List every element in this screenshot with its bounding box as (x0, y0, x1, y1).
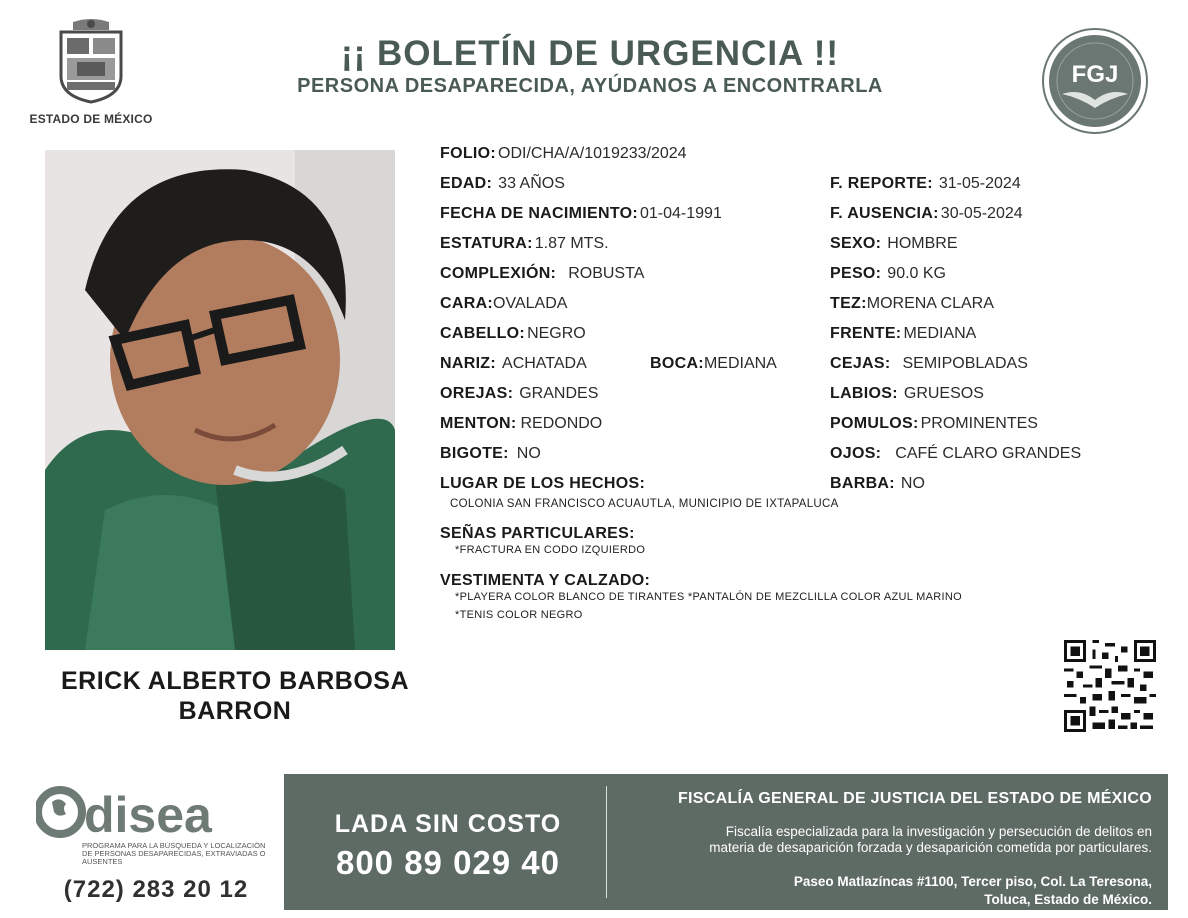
bigote-value: NO (516, 445, 541, 462)
field-cara (440, 295, 567, 313)
cejas-label: CEJAS: (830, 355, 891, 372)
estatura-label: ESTATURA: (440, 235, 533, 252)
odisea-logo (36, 786, 276, 868)
field-frente (830, 325, 976, 343)
address-line2: Toluca, Estado de México. (984, 892, 1152, 907)
cara-value: OVALADA (493, 295, 568, 312)
field-boca (650, 355, 777, 373)
person-name (30, 666, 440, 726)
fecha-nacimiento-value: 01-04-1991 (640, 205, 722, 222)
estatura-value: 1.87 MTS. (534, 235, 609, 252)
field-orejas (440, 385, 598, 403)
field-f-ausencia (830, 205, 1023, 223)
field-folio (440, 145, 687, 163)
vestimenta-label: VESTIMENTA Y CALZADO: (440, 572, 651, 589)
menton-value: REDONDO (520, 415, 603, 432)
complexion-value: ROBUSTA (568, 265, 645, 282)
field-edad (440, 175, 565, 193)
f-reporte-value: 31-05-2024 (938, 175, 1021, 192)
bulletin-subtitle: PERSONA DESAPARECIDA, AYÚDANOS A ENCONTRARLA (297, 75, 883, 97)
fgj-description (600, 824, 1152, 856)
field-menton (440, 415, 602, 433)
f-ausencia-value: 30-05-2024 (940, 205, 1023, 222)
peso-label: PESO: (830, 265, 882, 282)
bulletin-title: ¡¡ BOLETÍN DE URGENCIA !! (340, 34, 840, 73)
lugar-label: LUGAR DE LOS HECHOS: (440, 475, 646, 492)
complexion-label: COMPLEXIÓN: (440, 265, 557, 282)
estado-de-mexico-logo (26, 18, 156, 126)
lugar-value: COLONIA SAN FRANCISCO ACUAUTLA, MUNICIPIO DE IXTAPALUCA (450, 498, 839, 510)
address-line1: Paseo Matlazíncas #1100, Tercer piso, Col. La Teresona, (793, 874, 1152, 889)
state-label: ESTADO DE MÉXICO (29, 112, 153, 126)
field-nariz (440, 355, 587, 373)
frente-label: FRENTE: (830, 325, 902, 342)
barba-label: BARBA: (830, 475, 895, 492)
f-ausencia-label: F. AUSENCIA: (830, 205, 939, 222)
boca-value: MEDIANA (703, 355, 777, 372)
vestimenta-line2: *TENIS COLOR NEGRO (455, 609, 583, 621)
field-labios (830, 385, 984, 403)
field-tez (830, 295, 994, 313)
sexo-value: HOMBRE (887, 235, 958, 252)
labios-value: GRUESOS (903, 385, 984, 402)
senas-label: SEÑAS PARTICULARES: (440, 525, 635, 542)
field-complexion (440, 265, 644, 283)
orejas-value: GRANDES (519, 385, 599, 402)
fgj-desc-line1: Fiscalía especializada para la investigación y persecución de delitos en (725, 824, 1152, 839)
cara-label: CARA: (440, 295, 494, 312)
cejas-value: SEMIPOBLADAS (902, 355, 1028, 372)
nariz-label: NARIZ: (440, 355, 497, 372)
tez-label: TEZ: (830, 295, 867, 312)
person-name-line1: ERICK ALBERTO BARBOSA (60, 667, 409, 695)
ojos-label: OJOS: (830, 445, 882, 462)
folio-label: FOLIO: (440, 145, 497, 162)
ojos-value: CAFÉ CLARO GRANDES (895, 445, 1082, 462)
lada-label: LADA SIN COSTO (334, 810, 562, 838)
field-sexo (830, 235, 958, 253)
field-f-reporte (830, 175, 1021, 193)
labios-label: LABIOS: (830, 385, 898, 402)
field-barba (830, 475, 925, 493)
f-reporte-label: F. REPORTE: (830, 175, 933, 192)
vestimenta-line1: *PLAYERA COLOR BLANCO DE TIRANTES *PANTALÓN DE MEZCLILLA COLOR AZUL MARINO (455, 591, 962, 603)
coat-of-arms-icon (53, 18, 129, 104)
frente-value: MEDIANA (903, 325, 977, 342)
field-ojos (830, 445, 1081, 463)
pomulos-label: POMULOS: (830, 415, 919, 432)
fgj-address (620, 873, 1152, 909)
odisea-program-text: PROGRAMA PARA LA BÚSQUEDA Y LOCALIZACIÓN DE PERSONAS DESAPARECIDAS, EXTRAVIADAS O AUSENTES (82, 842, 266, 866)
fgj-seal-logo (1040, 26, 1150, 136)
senas-value: *FRACTURA EN CODO IZQUIERDO (455, 544, 646, 556)
fgj-logo-text: FGJ (1071, 61, 1119, 88)
odisea-phone[interactable]: (722) 283 20 12 (63, 876, 249, 903)
fgj-desc-line2: materia de desaparición forzada y desaparición cometida por particulares. (709, 840, 1152, 855)
field-cejas (830, 355, 1028, 373)
qr-code[interactable] (1064, 640, 1156, 732)
menton-label: MENTON: (440, 415, 517, 432)
lada-number[interactable]: 800 89 029 40 (335, 844, 561, 881)
field-fecha-nacimiento (440, 205, 722, 223)
map-pin-icon (52, 799, 66, 815)
cabello-label: CABELLO: (440, 325, 526, 342)
odisea-brand: disea (84, 787, 212, 843)
cabello-value: NEGRO (527, 325, 586, 342)
fgj-title: FISCALÍA GENERAL DE JUSTICIA DEL ESTADO DE MÉXICO (677, 790, 1152, 807)
barba-value: NO (900, 475, 925, 492)
boca-label: BOCA: (650, 355, 704, 372)
field-estatura (440, 235, 609, 253)
peso-value: 90.0 KG (887, 265, 946, 282)
nariz-value: ACHATADA (502, 355, 587, 372)
folio-value: ODI/CHA/A/1019233/2024 (498, 145, 687, 162)
bigote-label: BIGOTE: (440, 445, 509, 462)
edad-value: 33 AÑOS (498, 175, 565, 192)
field-peso (830, 265, 946, 283)
field-cabello (440, 325, 586, 343)
field-bigote (440, 445, 541, 463)
tez-value: MORENA CLARA (866, 295, 994, 312)
field-pomulos (830, 415, 1038, 433)
fecha-nacimiento-label: FECHA DE NACIMIENTO: (440, 205, 638, 222)
pomulos-value: PROMINENTES (920, 415, 1038, 432)
edad-label: EDAD: (440, 175, 493, 192)
person-name-line2: BARRON (178, 697, 292, 725)
person-photo (45, 150, 395, 650)
orejas-label: OREJAS: (440, 385, 514, 402)
sexo-label: SEXO: (830, 235, 882, 252)
